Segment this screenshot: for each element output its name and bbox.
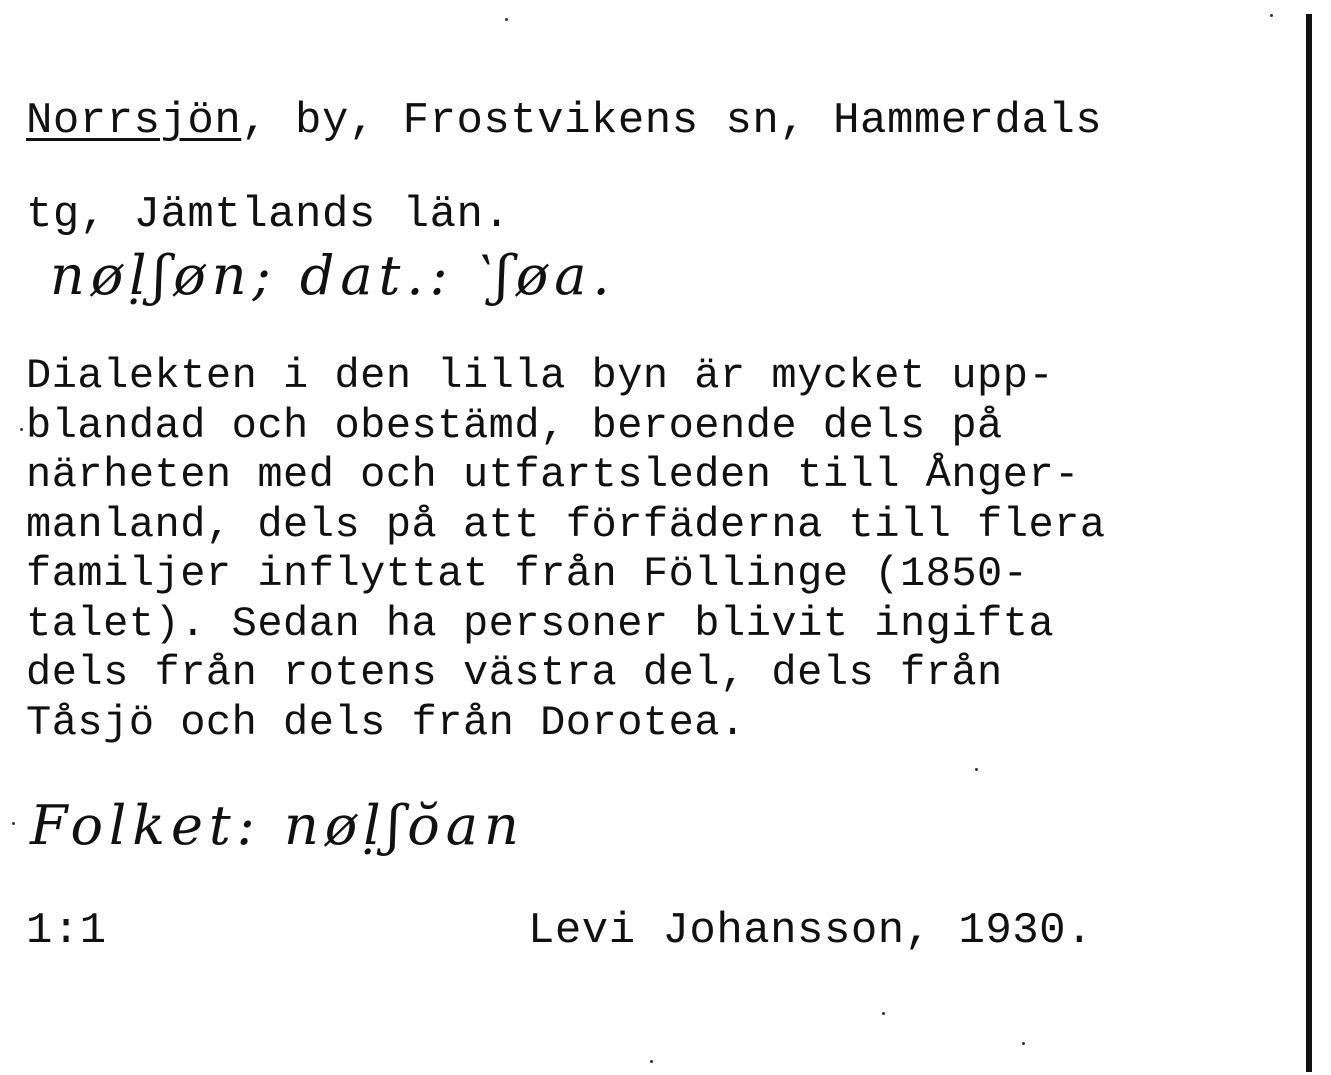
scan-speck xyxy=(650,1060,653,1063)
scan-speck xyxy=(505,18,508,21)
body-line: dels från rotens västra del, dels från xyxy=(26,649,1003,697)
scan-speck xyxy=(882,1012,885,1015)
heading-location: , by, Frostvikens sn, Hammerdals xyxy=(241,96,1103,146)
card-number: 1:1 xyxy=(26,906,107,956)
author-date: Levi Johansson, 1930. xyxy=(528,906,1093,956)
body-line: Tåsjö och dels från Dorotea. xyxy=(26,698,746,747)
place-name: Norrsjön xyxy=(26,96,242,146)
body-line: blandad och obestämd, beroende dels på xyxy=(26,401,1003,450)
handwritten-transcription-2: Folket: nøḷʃŏan xyxy=(30,794,525,857)
scan-speck xyxy=(12,822,15,825)
body-line: talet). Sedan ha personer blivit ingifta xyxy=(26,599,1055,648)
signature-line xyxy=(26,906,1093,956)
scan-speck xyxy=(1022,1042,1025,1045)
right-margin-rule xyxy=(1306,14,1312,1072)
scan-speck xyxy=(20,428,23,431)
heading-line-2: tg, Jämtlands län. xyxy=(26,190,511,240)
body-line: manland, dels på att förfäderna till flera xyxy=(26,500,1106,549)
body-line: Dialekten i den lilla byn är mycket upp- xyxy=(26,352,1055,400)
scan-speck xyxy=(1270,14,1273,17)
heading-line-1 xyxy=(26,96,1102,146)
handwritten-transcription-1: nøḷʃøn; dat.: ‵ʃøa. xyxy=(50,244,616,307)
dialect-description xyxy=(26,352,1106,748)
scan-speck xyxy=(975,768,978,771)
body-line: närheten med och utfartsleden till Ånger- xyxy=(26,451,1080,499)
body-line: familjer inflyttat från Föllinge (1850- xyxy=(26,550,1029,598)
